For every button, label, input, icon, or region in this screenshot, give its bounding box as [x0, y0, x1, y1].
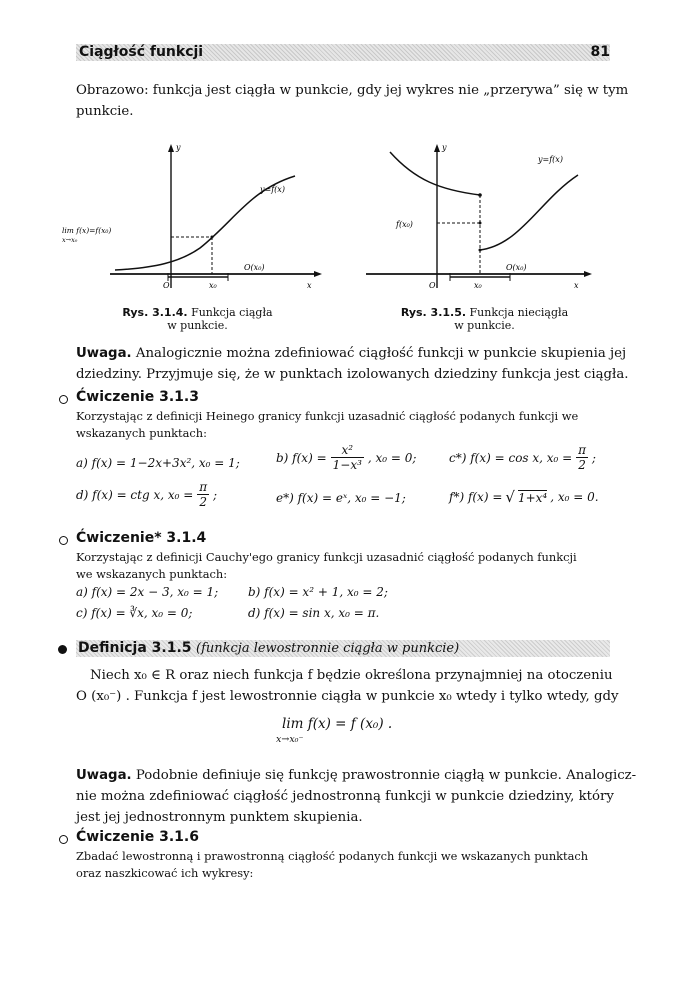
exercise-314-d: d) f(x) = sin x, x₀ = π.	[248, 606, 380, 620]
exercise-313-c-denominator: 2	[578, 458, 586, 472]
exercise-316-title: Ćwiczenie 3.1.6	[76, 829, 199, 845]
remark2-line-1	[76, 765, 636, 786]
x-axis-arrow-1	[314, 271, 322, 277]
figure1-caption-line2: w punkcie.	[167, 319, 228, 332]
exercise-313-d	[76, 480, 217, 509]
remark1-line-2: dziedziny. Przyjmuje się, że w punktach izolowanych dziedziny funkcja jest ciągła.	[76, 367, 629, 382]
figure-continuous	[60, 140, 330, 300]
fig1-neighborhood-label: O(x₀)	[244, 263, 265, 272]
intro-line-2: punkcie.	[76, 104, 134, 119]
definition-315-formula: lim f(x) = f (x₀) .	[282, 716, 393, 732]
fig1-axis-x: x	[307, 281, 312, 290]
definition-315-line-2: O (x₀⁻) . Funkcja f jest lewostronnie ciągła w punkcie x₀ wtedy i tylko wtedy, gdy	[76, 689, 619, 704]
definition-315-title: Definicja 3.1.5	[78, 640, 192, 656]
figure2-caption	[392, 306, 577, 332]
exercise-313-a: a) f(x) = 1−2x+3x², x₀ = 1;	[76, 456, 240, 470]
exercise-314-line-2: we wskazanych punktach:	[76, 567, 228, 581]
fig2-curve-right	[480, 175, 578, 250]
intro-line-1: Obrazowo: funkcja jest ciągła w punkcie, gdy jej wykres nie „przerywa” się w tym	[76, 83, 629, 98]
exercise-313-title: Ćwiczenie 3.1.3	[76, 389, 199, 405]
exercise-313-c	[449, 443, 596, 472]
figure1-caption-text: Funkcja ciągła	[191, 306, 273, 319]
fig1-limit-subscript: x→x₀	[62, 236, 78, 244]
remark1-label: Uwaga.	[76, 346, 132, 361]
exercise-314-a: a) f(x) = 2x − 3, x₀ = 1;	[76, 585, 219, 599]
exercise-313-c-fraction	[576, 443, 588, 472]
x-axis-arrow-2	[584, 271, 592, 277]
fig2-axis-x: x	[574, 281, 579, 290]
remark2-line-2: nie można zdefiniować ciągłość jednostronną funkcji w punkcie dziedziny, który	[76, 789, 614, 804]
exercise-313-d-suffix: ;	[212, 487, 218, 502]
exercise-313-c-suffix: ;	[591, 450, 596, 465]
exercise-313-b-denominator: 1−x³	[332, 458, 362, 472]
fig1-origin: O	[163, 281, 170, 290]
fig2-curve-label: y=f(x)	[538, 155, 563, 164]
page-number: 81	[590, 44, 610, 60]
exercise-313-b-fraction	[331, 443, 364, 472]
figure2-caption-number: Rys. 3.1.5.	[400, 306, 467, 319]
fig2-value-point	[479, 222, 482, 225]
header-title: Ciągłość funkcji	[79, 44, 204, 60]
fig2-curve-left	[390, 152, 480, 195]
exercise-313-b-numerator: x²	[341, 443, 354, 457]
figure1-caption	[110, 306, 285, 332]
exercise-bullet-icon	[59, 536, 68, 545]
definition-315-heading	[78, 640, 459, 656]
exercise-316-line-1: Zbadać lewostronną i prawostronną ciągłość podanych funkcji we wskazanych punktach	[76, 849, 589, 863]
exercise-313-c-numerator: π	[578, 443, 586, 457]
exercise-313-line-1: Korzystając z definicji Heinego granicy funkcji uzasadnić ciągłość podanych funkcji we	[76, 409, 579, 423]
fig2-value-label: f(x₀)	[396, 220, 413, 229]
exercise-313-b	[276, 443, 416, 472]
remark2-text-1: Podobnie definiuje się funkcję prawostronnie ciągłą w punkcie. Analogicz-	[135, 768, 637, 783]
remark2-label: Uwaga.	[76, 768, 132, 783]
exercise-313-f-suffix: , x₀ = 0.	[550, 490, 599, 504]
exercise-313-f	[449, 488, 599, 506]
fig1-limit-label: lim f(x)=f(x₀)	[62, 226, 112, 235]
exercise-bullet-icon	[59, 835, 68, 844]
fig2-axis-y: y	[442, 143, 447, 152]
remark1-text-1: Analogicznie można zdefiniować ciągłość funkcji w punkcie skupienia jej	[135, 346, 627, 361]
fig1-curve-label: y=f(x)	[260, 185, 285, 194]
fig1-axis-y: y	[176, 143, 181, 152]
figure-discontinuous	[360, 140, 610, 300]
exercise-313-b-suffix: , x₀ = 0;	[367, 450, 417, 465]
sqrt-icon: √	[505, 488, 515, 506]
exercise-313-d-fraction	[197, 480, 209, 509]
exercise-313-e: e*) f(x) = eˣ, x₀ = −1;	[276, 491, 406, 505]
remark1-line-1	[76, 343, 626, 364]
figure2-caption-line2: w punkcie.	[454, 319, 515, 332]
fig2-x0: x₀	[474, 281, 482, 290]
figure2-caption-text: Funkcja nieciągła	[469, 306, 569, 319]
definition-315-subtitle: (funkcja lewostronnie ciągła w punkcie)	[196, 641, 460, 656]
exercise-313-d-denominator: 2	[199, 495, 207, 509]
exercise-313-f-radicand: 1+x⁴	[517, 490, 548, 505]
fig2-neighborhood-label: O(x₀)	[506, 263, 527, 272]
fig1-x0: x₀	[209, 281, 217, 290]
exercise-313-line-2: wskazanych punktach:	[76, 426, 207, 440]
definition-315-formula-subscript: x→x₀⁻	[276, 734, 304, 745]
exercise-313-d-prefix: d) f(x) = ctg x, x₀ =	[76, 487, 194, 502]
exercise-316-line-2: oraz naszkicować ich wykresy:	[76, 866, 254, 880]
figure1-caption-number: Rys. 3.1.4.	[122, 306, 188, 319]
remark2-line-3: jest jej jednostronnym punktem skupienia.	[76, 810, 363, 825]
y-axis-arrow-1	[168, 144, 174, 152]
y-axis-arrow-2	[434, 144, 440, 152]
definition-315-line-1: Niech x₀ ∈ R oraz niech funkcja f będzie określona przynajmniej na otoczeniu	[90, 668, 613, 683]
exercise-314-b: b) f(x) = x² + 1, x₀ = 2;	[248, 585, 388, 599]
exercise-314-c: c) f(x) = ∛x, x₀ = 0;	[76, 606, 193, 620]
exercise-313-c-prefix: c*) f(x) = cos x, x₀ =	[449, 450, 573, 465]
exercise-313-f-prefix: f*) f(x) =	[449, 490, 503, 504]
exercise-314-title: Ćwiczenie* 3.1.4	[76, 530, 207, 546]
exercise-313-d-numerator: π	[199, 480, 208, 494]
fig1-point	[211, 236, 214, 239]
definition-bullet-icon	[58, 645, 67, 654]
exercise-313-b-prefix: b) f(x) =	[276, 450, 327, 465]
fig2-origin: O	[429, 281, 436, 290]
exercise-bullet-icon	[59, 395, 68, 404]
exercise-314-line-1: Korzystając z definicji Cauchy'ego granicy funkcji uzasadnić ciągłość podanych funkcji	[76, 550, 577, 564]
